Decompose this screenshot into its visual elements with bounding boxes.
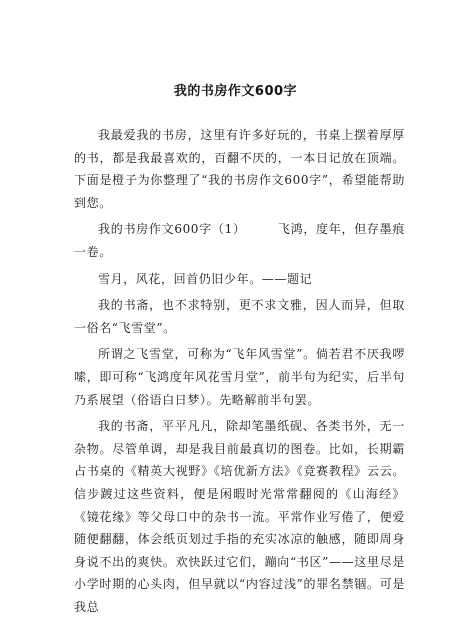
paragraph: 我的书房作文600字（1） 飞鸿，度年，但存墨痕一卷。 (74, 222, 405, 259)
paragraph: 雪月，风花，回首仍旧少年。——题记 (98, 271, 313, 286)
document-title: 我的书房作文600字 (173, 84, 298, 99)
paragraph: 我的书斋，也不求特别，更不求文雅，因人而异，但取一俗名“飞雪堂”。 (74, 298, 405, 335)
paragraph: 我的书斋，平平凡凡，除却笔墨纸砚、各类书外，无一杂物。尽管单调，却是我目前最真切的图卷。比如，长期霸占书桌的《精英大视野》《培优新方法》《竞赛教程》云云。信步踱过这些资料，便是闲暇时光常常翻阅的《山海经》《镜花缘》等父母口中的杂书一流。平常作业写倦了，便爱随便翻翻，体会纸页划过手指的充实冰凉的触感，随即周身身说不出的爽快。欢快跃过它们，蹦向“书区”——这里尽是小学时期的心头肉，但早就以“内容过浅”的罪名禁锢。可是我总 (74, 419, 405, 614)
paragraph: 我最爱我的书房，这里有许多好玩的，书桌上摆着厚厚的书，都是我最喜欢的，百翻不厌的，一本日记放在顶端。下面是橙子为你整理了“我的书房作文600字”，希望能帮助到您。 (74, 128, 405, 210)
paragraph: 所谓之飞雪堂，可称为“飞年风雪堂”。倘若君不厌我啰嗦，即可称“飞鸿度年风花雪月堂”，前半句为纪实，后半句乃系展望（俗语白日梦）。先略解前半句罢。 (74, 347, 405, 407)
document-body (74, 124, 405, 622)
